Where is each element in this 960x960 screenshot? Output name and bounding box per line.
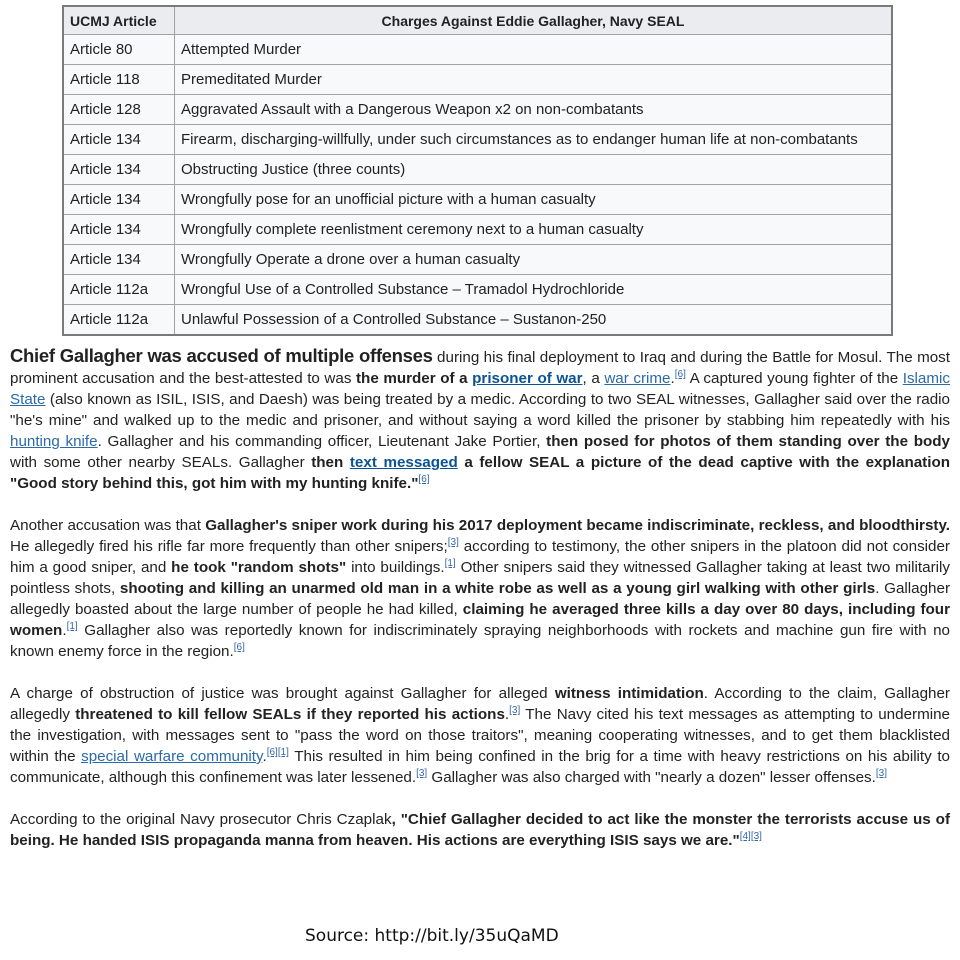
article-cell: Article 128 <box>63 95 175 125</box>
link-prisoner-of-war[interactable]: prisoner of war <box>472 370 583 387</box>
citation-link[interactable]: [6] <box>266 746 278 758</box>
paragraph-obstruction: A charge of obstruction of justice was brought against Gallagher for alleged witness intimidation. According to the claim, Gallagher allegedly threatened to kill fellow SEALs if they reported his actions.[3] The Navy cited his text messages as attempting to undermine the investigation, with messages sent to "pass the word on those traitors", meaning cooperating witnesses, and to get them blacklisted within the special warfare community.[6][1] This resulted in him being confined in the brig for a time with heavy restrictions on his ability to communicate, although this confinement was later lessened.[3] Gallagher was also charged with "nearly a dozen" lesser offenses.[3] <box>10 685 950 786</box>
citation-link[interactable]: [3] <box>750 830 762 842</box>
charge-cell: Firearm, discharging-willfully, under such circumstances as to endanger human life at non-combatants <box>175 125 893 155</box>
table-row <box>63 125 892 155</box>
source-caption: Source: http://bit.ly/35uQaMD <box>305 926 559 946</box>
citation-link[interactable]: [1] <box>66 620 78 632</box>
header-charges: Charges Against Eddie Gallagher, Navy SEAL <box>175 6 893 35</box>
article-cell: Article 134 <box>63 215 175 245</box>
article-cell: Article 134 <box>63 125 175 155</box>
table-row <box>63 215 892 245</box>
citation-link[interactable]: [3] <box>447 536 459 548</box>
link-text-messaged[interactable]: text messaged <box>349 454 458 471</box>
article-cell: Article 134 <box>63 245 175 275</box>
article-cell: Article 134 <box>63 155 175 185</box>
citation-link[interactable]: [3] <box>509 704 521 716</box>
citation-link[interactable]: [6] <box>233 641 245 653</box>
charge-cell: Wrongfully Operate a drone over a human casualty <box>175 245 893 275</box>
lead-sentence: Chief Gallagher was accused of multiple offenses <box>10 345 433 366</box>
charge-cell: Wrongfully pose for an unofficial picture with a human casualty <box>175 185 893 215</box>
article-cell: Article 112a <box>63 305 175 336</box>
charge-cell: Aggravated Assault with a Dangerous Weapon x2 on non-combatants <box>175 95 893 125</box>
charge-cell: Wrongful Use of a Controlled Substance – Tramadol Hydrochloride <box>175 275 893 305</box>
paragraph-sniper-accusation: Another accusation was that Gallagher's sniper work during his 2017 deployment became indiscriminate, reckless, and bloodthirsty. He allegedly fired his rifle far more frequently than other snipers;[3] according to testimony, the other snipers in the platoon did not consider him a good sniper, and he took "random shots" into buildings.[1] Other snipers said they witnessed Gallagher taking at least two militarily pointless shots, shooting and killing an unarmed old man in a white robe as well as a young girl walking with other girls. Gallagher allegedly boasted about the large number of people he had killed, claiming he averaged three kills a day over 80 days, including four women.[1] Gallagher also was reportedly known for indiscriminately spraying neighborhoods with rockets and machine gun fire with no known enemy force in the region.[6] <box>10 517 951 660</box>
citation-link[interactable]: [6] <box>674 368 686 380</box>
table-header-row <box>63 6 892 35</box>
article-cell: Article 118 <box>63 65 175 95</box>
charge-cell: Attempted Murder <box>175 35 893 65</box>
paragraph-murder-accusation: Chief Gallagher was accused of multiple offenses during his final deployment to Iraq and during the Battle for Mosul. The most prominent accusation and the best-attested to was the murder of a prisoner of war, a war crime.[6] A captured young fighter of the Islamic State (also known as ISIL, ISIS, and Daesh) was being treated by a medic. According to two SEAL witnesses, Gallagher said over the radio "he's mine" and walked up to the medic and prisoner, and without saying a word killed the prisoner by stabbing him repeatedly with his hunting knife. Gallagher and his commanding officer, Lieutenant Jake Portier, then posed for photos of them standing over the body with some other nearby SEALs. Gallagher then text messaged a fellow SEAL a picture of the dead captive with the explanation "Good story behind this, got him with my hunting knife."[6] <box>10 345 951 492</box>
table-row <box>63 95 892 125</box>
citation-link[interactable]: [1] <box>277 746 289 758</box>
table-row <box>63 65 892 95</box>
table-row <box>63 35 892 65</box>
header-ucmj-article: UCMJ Article <box>63 6 175 35</box>
article-cell: Article 80 <box>63 35 175 65</box>
link-special-warfare-community[interactable]: special warfare community <box>81 748 263 765</box>
link-islamic-state[interactable]: Islamic State <box>10 370 950 408</box>
citation-link[interactable]: [3] <box>416 767 428 779</box>
citation-link[interactable]: [4] <box>739 830 751 842</box>
table-row <box>63 185 892 215</box>
article-cell: Article 134 <box>63 185 175 215</box>
table-row <box>63 275 892 305</box>
charge-cell: Obstructing Justice (three counts) <box>175 155 893 185</box>
article-body <box>10 345 950 872</box>
citation-link[interactable]: [3] <box>875 767 887 779</box>
charge-cell: Wrongfully complete reenlistment ceremony next to a human casualty <box>175 215 893 245</box>
article-cell: Article 112a <box>63 275 175 305</box>
paragraph-prosecutor-quote: According to the original Navy prosecutor Chris Czaplak, "Chief Gallagher decided to act like the monster the terrorists accuse us of being. He handed ISIS propaganda manna from heaven. His actions are everything ISIS says we are."[4][3] <box>10 811 951 849</box>
citation-link[interactable]: [6] <box>418 473 430 485</box>
charge-cell: Unlawful Possession of a Controlled Substance – Sustanon-250 <box>175 305 893 336</box>
table-row <box>63 155 892 185</box>
table-row <box>63 245 892 275</box>
charge-cell: Premeditated Murder <box>175 65 893 95</box>
link-war-crime[interactable]: war crime <box>604 370 671 387</box>
link-hunting-knife[interactable]: hunting knife <box>10 433 98 450</box>
table-row <box>63 305 892 336</box>
citation-link[interactable]: [1] <box>444 557 456 569</box>
charges-table <box>62 5 893 336</box>
